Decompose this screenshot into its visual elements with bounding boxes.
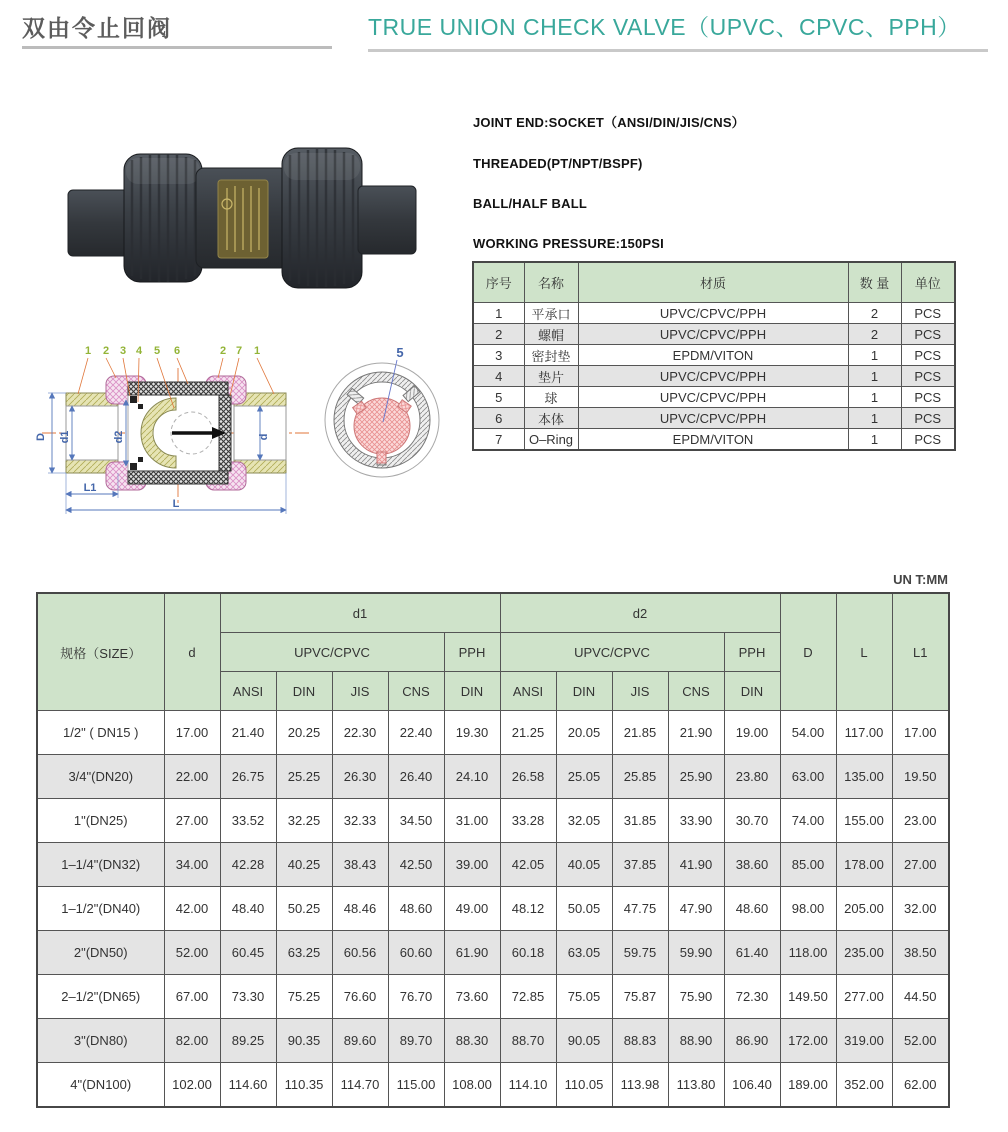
spec-working-pressure: WORKING PRESSURE:150PSI <box>473 236 664 251</box>
table-cell: 50.05 <box>556 887 612 931</box>
table-cell: 3 <box>473 345 524 366</box>
table-cell: 172.00 <box>780 1019 836 1063</box>
table-cell: 7 <box>473 429 524 451</box>
size-col-size: 规格（SIZE） <box>37 593 164 711</box>
valve-photo-illustration <box>52 88 432 338</box>
table-cell: 44.50 <box>892 975 949 1019</box>
table-cell: 3"(DN80) <box>37 1019 164 1063</box>
size-col-d2-upvc-cpvc: UPVC/CPVC <box>500 633 724 672</box>
size-col-d1-group: d1 <box>220 593 500 633</box>
table-cell: 22.00 <box>164 755 220 799</box>
table-row <box>473 366 955 387</box>
end-view-callout-5: 5 <box>396 345 404 360</box>
table-cell: 72.85 <box>500 975 556 1019</box>
table-cell: 32.00 <box>892 887 949 931</box>
size-col-d1-ansi: ANSI <box>220 672 276 711</box>
table-cell: PCS <box>901 387 955 408</box>
table-cell: UPVC/CPVC/PPH <box>578 387 848 408</box>
table-cell: 63.05 <box>556 931 612 975</box>
size-col-d2-cns: CNS <box>668 672 724 711</box>
table-cell: 22.40 <box>388 711 444 755</box>
table-cell: 73.30 <box>220 975 276 1019</box>
table-cell: 2 <box>473 324 524 345</box>
dim-label-L: L <box>172 498 180 510</box>
size-col-d1-upvc-cpvc: UPVC/CPVC <box>220 633 444 672</box>
table-cell: 113.80 <box>668 1063 724 1108</box>
table-cell: 1 <box>848 387 901 408</box>
table-cell: 98.00 <box>780 887 836 931</box>
table-cell: 34.50 <box>388 799 444 843</box>
table-row <box>37 887 949 931</box>
table-cell: 21.25 <box>500 711 556 755</box>
table-row <box>473 387 955 408</box>
spec-ball: BALL/HALF BALL <box>473 196 587 211</box>
table-cell: 24.10 <box>444 755 500 799</box>
table-cell: 19.30 <box>444 711 500 755</box>
table-cell: 82.00 <box>164 1019 220 1063</box>
callout-1: 1 <box>84 345 92 357</box>
table-cell: 31.85 <box>612 799 668 843</box>
dim-label-d2: d2 <box>113 430 125 444</box>
table-cell: 33.28 <box>500 799 556 843</box>
unit-note: UN T:MM <box>893 572 948 587</box>
table-cell: 30.70 <box>724 799 780 843</box>
table-cell: 85.00 <box>780 843 836 887</box>
table-cell: 17.00 <box>164 711 220 755</box>
table-cell: 48.46 <box>332 887 388 931</box>
table-cell: 25.90 <box>668 755 724 799</box>
table-cell: 27.00 <box>892 843 949 887</box>
table-cell: 4"(DN100) <box>37 1063 164 1108</box>
table-cell: 352.00 <box>836 1063 892 1108</box>
dim-label-D: D <box>35 433 47 441</box>
table-cell: 1 <box>848 429 901 451</box>
table-cell: 2 <box>848 324 901 345</box>
table-cell: 42.00 <box>164 887 220 931</box>
table-cell: 75.90 <box>668 975 724 1019</box>
size-col-d1-pph: PPH <box>444 633 500 672</box>
table-cell: 41.90 <box>668 843 724 887</box>
table-cell: PCS <box>901 366 955 387</box>
table-row <box>37 931 949 975</box>
callout-1b: 1 <box>253 345 261 357</box>
callout-5: 5 <box>153 345 161 357</box>
table-row <box>473 429 955 451</box>
table-cell: 75.25 <box>276 975 332 1019</box>
size-header-row-1 <box>37 593 949 633</box>
table-cell: 38.50 <box>892 931 949 975</box>
table-cell: 189.00 <box>780 1063 836 1108</box>
callout-7: 7 <box>235 345 243 357</box>
table-cell: 20.05 <box>556 711 612 755</box>
end-view-svg <box>312 342 457 487</box>
table-cell: 102.00 <box>164 1063 220 1108</box>
table-row <box>37 843 949 887</box>
table-row <box>473 324 955 345</box>
table-cell: 5 <box>473 387 524 408</box>
parts-col-unit: 单位 <box>901 262 955 303</box>
table-cell: 88.30 <box>444 1019 500 1063</box>
callout-2: 2 <box>102 345 110 357</box>
spec-joint-end: JOINT END:SOCKET（ANSI/DIN/JIS/CNS） <box>473 115 745 130</box>
table-row <box>37 1063 949 1108</box>
table-cell: O–Ring <box>524 429 578 451</box>
size-col-d2-group: d2 <box>500 593 780 633</box>
table-cell: 2"(DN50) <box>37 931 164 975</box>
table-cell: 17.00 <box>892 711 949 755</box>
table-cell: 61.90 <box>444 931 500 975</box>
table-cell: 61.40 <box>724 931 780 975</box>
table-cell: 密封垫 <box>524 345 578 366</box>
size-col-L: L <box>836 593 892 711</box>
table-cell: 38.43 <box>332 843 388 887</box>
table-cell: 178.00 <box>836 843 892 887</box>
size-col-d: d <box>164 593 220 711</box>
table-cell: 47.90 <box>668 887 724 931</box>
table-cell: 89.70 <box>388 1019 444 1063</box>
dim-label-L1: L1 <box>83 482 97 494</box>
parts-col-qty: 数 量 <box>848 262 901 303</box>
table-cell: 螺帽 <box>524 324 578 345</box>
table-cell: 114.70 <box>332 1063 388 1108</box>
table-cell: 1 <box>848 366 901 387</box>
table-cell: 23.80 <box>724 755 780 799</box>
table-cell: 34.00 <box>164 843 220 887</box>
table-cell: 90.05 <box>556 1019 612 1063</box>
table-row <box>473 408 955 429</box>
table-cell: 48.60 <box>724 887 780 931</box>
parts-col-seq: 序号 <box>473 262 524 303</box>
table-row <box>37 799 949 843</box>
table-cell: 38.60 <box>724 843 780 887</box>
table-cell: 32.25 <box>276 799 332 843</box>
size-table <box>36 592 950 1108</box>
cross-section-svg <box>26 334 326 532</box>
table-cell: 75.87 <box>612 975 668 1019</box>
table-cell: 1 <box>473 303 524 324</box>
size-col-d2-pph: PPH <box>724 633 780 672</box>
table-cell: 110.05 <box>556 1063 612 1108</box>
table-cell: 108.00 <box>444 1063 500 1108</box>
table-cell: UPVC/CPVC/PPH <box>578 408 848 429</box>
table-cell: 88.90 <box>668 1019 724 1063</box>
spec-list <box>473 112 745 251</box>
dim-label-d: d <box>258 433 270 441</box>
table-cell: 59.90 <box>668 931 724 975</box>
table-cell: 205.00 <box>836 887 892 931</box>
table-cell: 32.05 <box>556 799 612 843</box>
table-cell: 33.52 <box>220 799 276 843</box>
table-cell: 72.30 <box>724 975 780 1019</box>
table-row <box>37 975 949 1019</box>
table-cell: 113.98 <box>612 1063 668 1108</box>
table-cell: UPVC/CPVC/PPH <box>578 303 848 324</box>
callout-2b: 2 <box>219 345 227 357</box>
table-cell: 86.90 <box>724 1019 780 1063</box>
table-cell: 63.00 <box>780 755 836 799</box>
table-cell: 平承口 <box>524 303 578 324</box>
page-title-english: TRUE UNION CHECK VALVE（UPVC、CPVC、PPH） <box>368 14 961 40</box>
table-cell: 48.40 <box>220 887 276 931</box>
table-cell: 26.58 <box>500 755 556 799</box>
table-cell: 114.60 <box>220 1063 276 1108</box>
table-cell: 3/4"(DN20) <box>37 755 164 799</box>
size-col-D: D <box>780 593 836 711</box>
table-cell: 1 <box>848 408 901 429</box>
table-cell: 2–1/2"(DN65) <box>37 975 164 1019</box>
table-cell: 60.18 <box>500 931 556 975</box>
table-cell: 155.00 <box>836 799 892 843</box>
table-cell: 1–1/4"(DN32) <box>37 843 164 887</box>
table-cell: PCS <box>901 324 955 345</box>
table-cell: 73.60 <box>444 975 500 1019</box>
cross-section-drawing <box>26 334 326 537</box>
table-cell: 67.00 <box>164 975 220 1019</box>
table-cell: 31.00 <box>444 799 500 843</box>
callout-6: 6 <box>173 345 181 357</box>
table-row <box>473 303 955 324</box>
size-col-d1-din: DIN <box>276 672 332 711</box>
table-cell: 23.00 <box>892 799 949 843</box>
table-cell: 47.75 <box>612 887 668 931</box>
table-cell: 39.00 <box>444 843 500 887</box>
table-cell: 52.00 <box>164 931 220 975</box>
table-cell: PCS <box>901 408 955 429</box>
size-col-d2-ansi: ANSI <box>500 672 556 711</box>
table-cell: 26.30 <box>332 755 388 799</box>
table-cell: 球 <box>524 387 578 408</box>
page-title-chinese: 双由令止回阀 <box>22 15 172 41</box>
table-cell: 76.70 <box>388 975 444 1019</box>
table-cell: 63.25 <box>276 931 332 975</box>
table-cell: 25.85 <box>612 755 668 799</box>
table-cell: 76.60 <box>332 975 388 1019</box>
table-cell: 1–1/2"(DN40) <box>37 887 164 931</box>
table-cell: 本体 <box>524 408 578 429</box>
table-cell: 115.00 <box>388 1063 444 1108</box>
table-cell: 1"(DN25) <box>37 799 164 843</box>
table-cell: EPDM/VITON <box>578 429 848 451</box>
title-underline-right <box>368 49 988 52</box>
table-cell: 74.00 <box>780 799 836 843</box>
table-cell: 40.25 <box>276 843 332 887</box>
table-cell: 42.05 <box>500 843 556 887</box>
table-cell: 33.90 <box>668 799 724 843</box>
table-cell: 89.25 <box>220 1019 276 1063</box>
table-cell: EPDM/VITON <box>578 345 848 366</box>
table-cell: 1 <box>848 345 901 366</box>
table-cell: 90.35 <box>276 1019 332 1063</box>
table-row <box>37 1019 949 1063</box>
size-col-d2-din: DIN <box>556 672 612 711</box>
table-cell: 54.00 <box>780 711 836 755</box>
parts-col-material: 材质 <box>578 262 848 303</box>
callout-4: 4 <box>135 345 143 357</box>
table-cell: 22.30 <box>332 711 388 755</box>
table-cell: 42.28 <box>220 843 276 887</box>
size-col-L1: L1 <box>892 593 949 711</box>
table-cell: 52.00 <box>892 1019 949 1063</box>
table-cell: 21.85 <box>612 711 668 755</box>
product-photo <box>52 88 432 343</box>
table-cell: 88.70 <box>500 1019 556 1063</box>
table-cell: 59.75 <box>612 931 668 975</box>
size-col-d1-jis: JIS <box>332 672 388 711</box>
table-cell: 1/2" ( DN15 ) <box>37 711 164 755</box>
table-cell: 319.00 <box>836 1019 892 1063</box>
table-row <box>37 711 949 755</box>
table-cell: PCS <box>901 303 955 324</box>
table-cell: 88.83 <box>612 1019 668 1063</box>
table-cell: PCS <box>901 345 955 366</box>
table-cell: 26.75 <box>220 755 276 799</box>
table-cell: 21.40 <box>220 711 276 755</box>
table-cell: 40.05 <box>556 843 612 887</box>
parts-col-name: 名称 <box>524 262 578 303</box>
table-row <box>37 755 949 799</box>
table-cell: 垫片 <box>524 366 578 387</box>
size-col-d1-cns: CNS <box>388 672 444 711</box>
table-cell: 19.50 <box>892 755 949 799</box>
table-cell: 37.85 <box>612 843 668 887</box>
table-cell: PCS <box>901 429 955 451</box>
table-cell: UPVC/CPVC/PPH <box>578 324 848 345</box>
spec-threaded: THREADED(PT/NPT/BSPF) <box>473 156 643 171</box>
table-cell: 135.00 <box>836 755 892 799</box>
callout-3: 3 <box>119 345 127 357</box>
table-cell: 27.00 <box>164 799 220 843</box>
table-cell: 110.35 <box>276 1063 332 1108</box>
table-cell: 89.60 <box>332 1019 388 1063</box>
table-cell: UPVC/CPVC/PPH <box>578 366 848 387</box>
table-cell: 117.00 <box>836 711 892 755</box>
table-cell: 62.00 <box>892 1063 949 1108</box>
table-cell: 60.60 <box>388 931 444 975</box>
table-cell: 2 <box>848 303 901 324</box>
title-underline-left <box>22 46 332 49</box>
table-cell: 277.00 <box>836 975 892 1019</box>
table-cell: 25.25 <box>276 755 332 799</box>
table-cell: 48.12 <box>500 887 556 931</box>
table-cell: 149.50 <box>780 975 836 1019</box>
table-cell: 26.40 <box>388 755 444 799</box>
table-cell: 50.25 <box>276 887 332 931</box>
table-cell: 118.00 <box>780 931 836 975</box>
table-cell: 19.00 <box>724 711 780 755</box>
size-col-d1-pph-din: DIN <box>444 672 500 711</box>
table-row <box>473 345 955 366</box>
parts-header-row <box>473 262 955 303</box>
table-cell: 48.60 <box>388 887 444 931</box>
size-col-d2-pph-din: DIN <box>724 672 780 711</box>
table-cell: 20.25 <box>276 711 332 755</box>
dim-label-d1: d1 <box>59 430 71 444</box>
table-cell: 25.05 <box>556 755 612 799</box>
table-cell: 114.10 <box>500 1063 556 1108</box>
table-cell: 6 <box>473 408 524 429</box>
parts-table <box>472 261 956 451</box>
table-cell: 106.40 <box>724 1063 780 1108</box>
table-cell: 21.90 <box>668 711 724 755</box>
table-cell: 75.05 <box>556 975 612 1019</box>
end-view-drawing <box>312 342 457 492</box>
table-cell: 60.45 <box>220 931 276 975</box>
table-cell: 60.56 <box>332 931 388 975</box>
table-cell: 4 <box>473 366 524 387</box>
table-cell: 49.00 <box>444 887 500 931</box>
table-cell: 42.50 <box>388 843 444 887</box>
size-col-d2-jis: JIS <box>612 672 668 711</box>
table-cell: 235.00 <box>836 931 892 975</box>
table-cell: 32.33 <box>332 799 388 843</box>
